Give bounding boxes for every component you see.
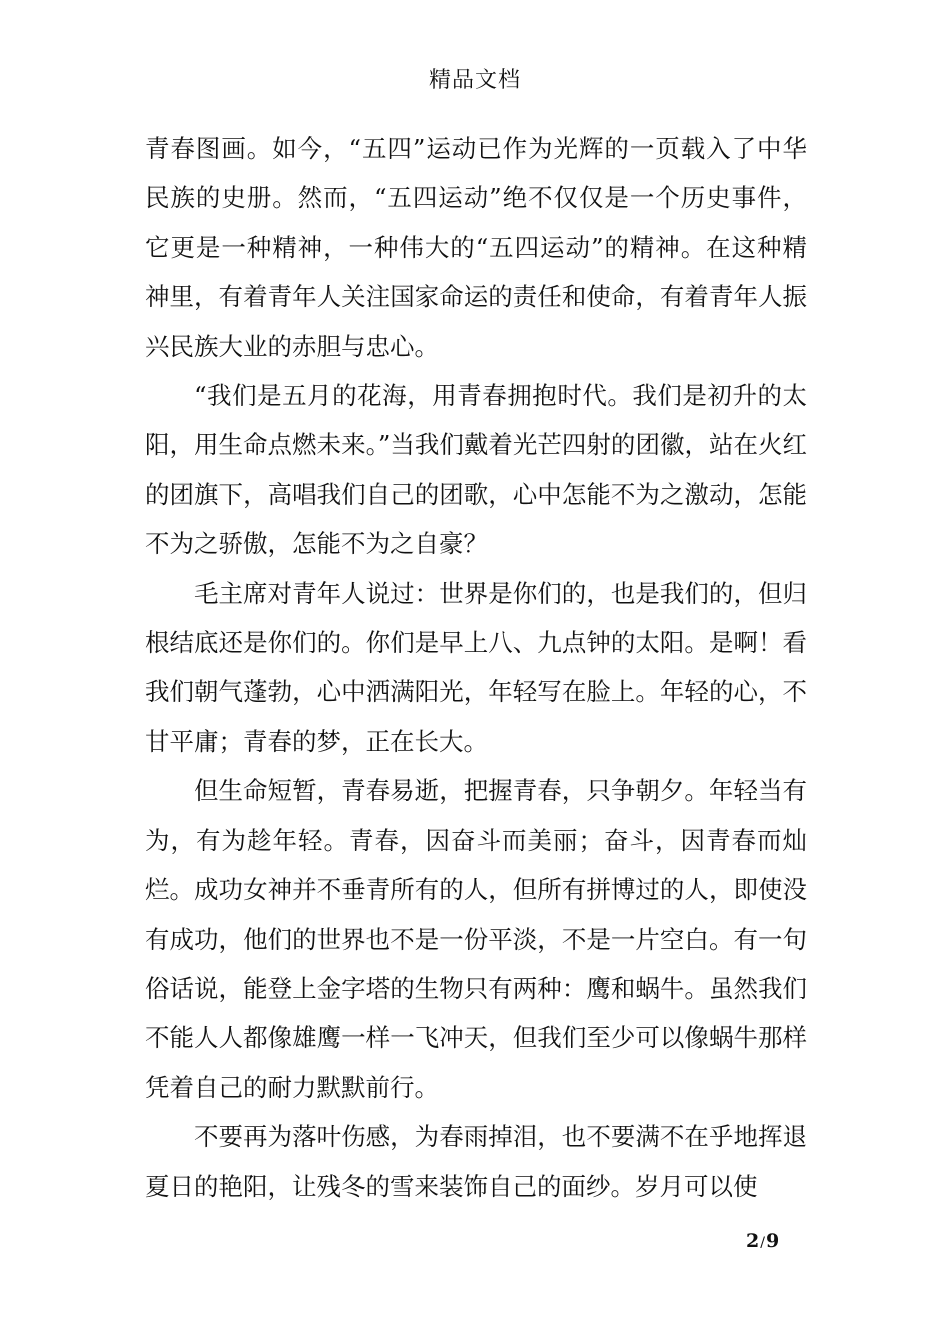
paragraph: “我们是五月的花海，用青春拥抱时代。我们是初升的太阳，用生命点燃未来。”当我们戴着光芒四射的团徽，站在火红的团旗下，高唱我们自己的团歌，心中怎能不为之激动，怎能不为之骄傲，怎能不为之自豪？ bbox=[145, 381, 807, 559]
paragraph: 不要再为落叶伤感，为春雨掉泪，也不要满不在乎地挥退夏日的艳阳，让残冬的雪来装饰自己的面纱。岁月可以使 bbox=[145, 1122, 807, 1201]
document-body bbox=[145, 124, 807, 1211]
paragraph: 毛主席对青年人说过：世界是你们的，也是我们的，但归根结底还是你们的。你们是早上八、九点钟的太阳。是啊！看我们朝气蓬勃，心中洒满阳光，年轻写在脸上。年轻的心，不甘平庸；青春的梦，正在长大。 bbox=[145, 578, 807, 756]
paragraph-continuation: 青春图画。如今，“五四”运动已作为光辉的一页载入了中华民族的史册。然而，“五四运动”绝不仅仅是一个历史事件，它更是一种精神，一种伟大的“五四运动”的精神。在这种精神里，有着青年人关注国家命运的责任和使命，有着青年人振兴民族大业的赤胆与忠心。 bbox=[145, 134, 807, 361]
paragraph: 但生命短暂，青春易逝，把握青春，只争朝夕。年轻当有为，有为趁年轻。青春，因奋斗而美丽；奋斗，因青春而灿烂。成功女神并不垂青所有的人，但所有拼博过的人，即使没有成功，他们的世界也不是一份平淡，不是一片空白。有一句俗话说，能登上金字塔的生物只有两种：鹰和蜗牛。虽然我们不能人人都像雄鹰一样一飞冲天，但我们至少可以像蜗牛那样凭着自己的耐力默默前行。 bbox=[145, 776, 807, 1102]
header-title: 精品文档 bbox=[428, 68, 521, 93]
page-separator: / bbox=[760, 1235, 765, 1251]
page-header bbox=[0, 64, 950, 98]
page-total: 9 bbox=[765, 1230, 780, 1252]
page-current: 2 bbox=[746, 1230, 760, 1252]
page-number bbox=[746, 1228, 779, 1256]
